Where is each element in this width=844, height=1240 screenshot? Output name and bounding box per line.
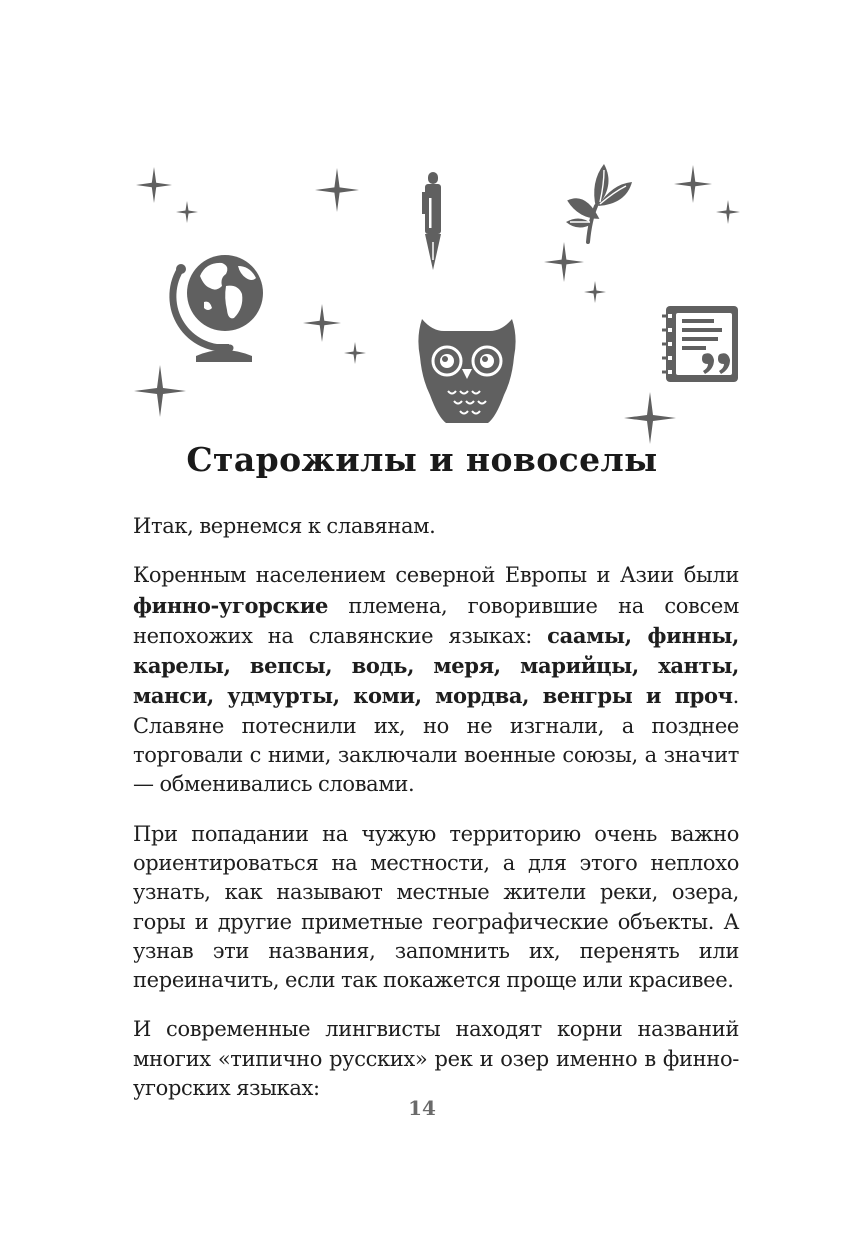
paragraph [133, 512, 739, 541]
paragraph-text: . Славяне потеснили их, но не изгнали, а позднее торговали с ними, заключали военные союзы, а значит — обменивались словами. [133, 684, 739, 797]
paragraph [133, 820, 739, 996]
page-number: 14 [408, 1096, 436, 1120]
paragraph-text: И современные лингвисты находят корни названий многих «типично русских» рек и озер именно в финно-угорских языках: [133, 1017, 739, 1101]
chapter-heading: Старожилы и новоселы [186, 440, 658, 479]
notebook-quote-icon [660, 302, 744, 386]
sparkle-star-icon [674, 165, 712, 203]
globe-icon [170, 236, 272, 366]
sparkle-star-icon [134, 365, 186, 417]
header-illustration [0, 0, 844, 450]
paragraph [133, 561, 739, 799]
leaf-branch-icon [560, 162, 632, 242]
sparkle-star-icon [544, 242, 584, 282]
sparkle-star-icon [344, 342, 366, 364]
sparkle-star-icon [624, 392, 676, 444]
sparkle-star-icon [315, 168, 359, 212]
paragraph-text: Итак, вернемся к славянам. [133, 514, 436, 538]
body-text [133, 512, 739, 1123]
paragraph [133, 1015, 739, 1103]
fountain-pen-icon [418, 172, 448, 270]
sparkle-star-icon [136, 167, 172, 203]
sparkle-star-icon [584, 281, 606, 303]
sparkle-star-icon [303, 304, 341, 342]
paragraph-text: Коренным населением северной Европы и Азии были [133, 563, 739, 588]
sparkle-star-icon [716, 200, 740, 224]
owl-icon [414, 317, 520, 425]
sparkle-star-icon [176, 201, 198, 223]
paragraph-text: При попадании на чужую территорию очень важно ориентироваться на местности, а для этого неплохо узнать, как называют местные жители реки, озера, горы и другие приметные географические объекты. А узнав эти названия, запомнить их, перенять или переиначить, если так покажется проще или красивее. [133, 821, 739, 993]
bold-term-list: саамы, финны, карелы, вепсы, водь, меря, марийцы, ханты, манси, удмурты, коми, мордва, венгры и проч [133, 622, 739, 709]
paragraph-text: племена, говорившие на совсем непохожих на славянские языках: [133, 593, 739, 648]
bold-term: финно-угорские [133, 592, 328, 618]
